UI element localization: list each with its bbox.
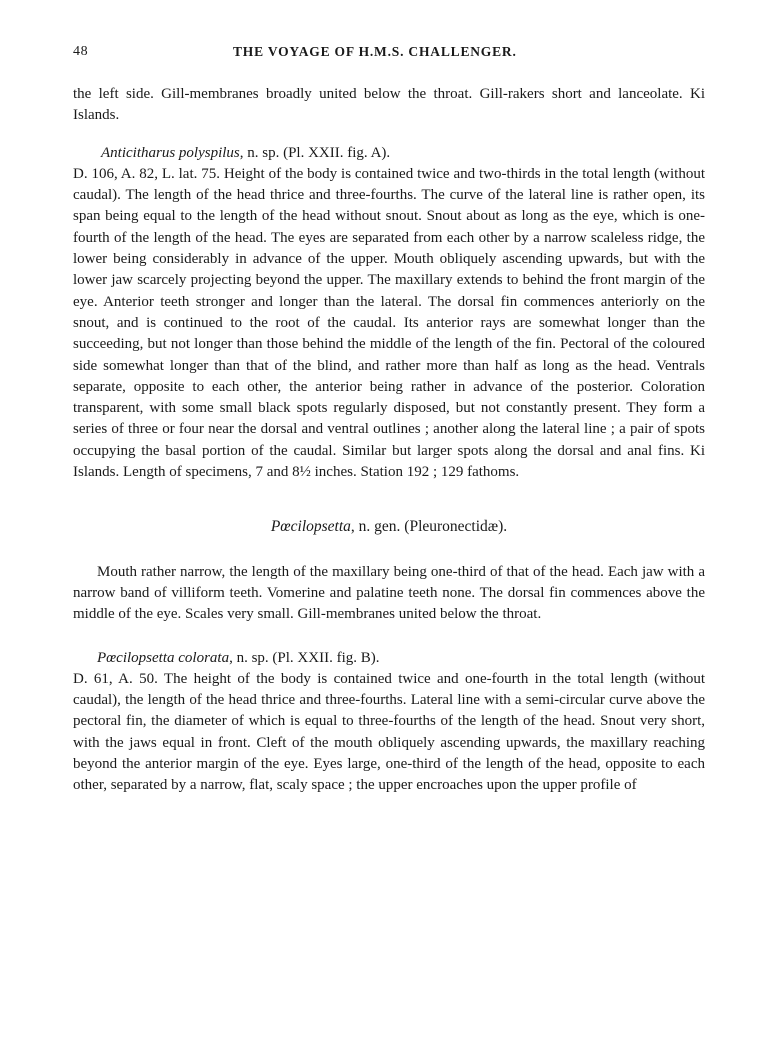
species-name-anticitharus: Anticitharus polyspilus bbox=[101, 144, 240, 161]
running-head: THE VOYAGE OF H.M.S. CHALLENGER. bbox=[233, 44, 517, 59]
species-description-colorata: D. 61, A. 50. The height of the body is contained twice and one-fourth in the total length (without caudal), the length of the head thrice and three-fourths. Lateral line with a semi-circular curve above the pectoral fin, the diameter of which is equal to three-fourths of the length of the head. Snout very short, with the jaws equal in front. Cleft of the mouth obliquely ascending upwards, the maxillary reaching beyond the anterior margin of the eye. Eyes large, one-third of the length of the head, opposite to each other, separated by a narrow, flat, scaly space ; the upper encroaches upon the upper profile of bbox=[73, 670, 705, 794]
species-description-anticitharus: D. 106, A. 82, L. lat. 75. Height of the body is contained twice and two-thirds in the total length (without caudal). The length of the head thrice and three-fourths. The curve of the lateral line is rather open, its span being equal to the length of the head without snout. Snout about as long as the eye, which is one-fourth of the length of the head. The eyes are separated from each other by a narrow scaleless ridge, the lower being considerably in advance of the upper. Mouth obliquely ascending upwards, but with the lower jaw scarcely projecting beyond the upper. The maxillary extends to behind the front margin of the eye. Anterior teeth stronger and longer than the lateral. The dorsal fin commences anteriorly on the snout, and is continued to the root of the caudal. Its anterior rays are somewhat longer than the succeeding, but not longer than those behind the middle of the length of the fin. Pectoral of the coloured side somewhat longer than that of the blind, and rather more than half as long as the head. Ventrals separate, opposite to each other, the anterior being rather in advance of the posterior. Coloration transparent, with some small black spots regularly disposed, but not constantly present. They form a series of three or four near the dorsal and ventral outlines ; another along the lateral line ; a pair of spots occupying the basal portion of the caudal. Similar but larger spots along the dorsal and anal fins. Ki Islands. Length of specimens, 7 and 8½ inches. Station 192 ; 129 fathoms. bbox=[73, 165, 705, 481]
genus-suffix: , n. gen. (Pleuronectidæ). bbox=[350, 518, 508, 536]
species-suffix-anticitharus: , n. sp. (Pl. XXII. fig. A). bbox=[239, 144, 391, 161]
species-heading-colorata bbox=[73, 648, 705, 669]
genus-description: Mouth rather narrow, the length of the maxillary being one-third of that of the head. Each jaw with a narrow band of villiform teeth. Vomerine and palatine teeth none. The dorsal fin commences above the middle of the eye. Scales very small. Gill-membranes united below the throat. bbox=[73, 563, 705, 623]
species-name-colorata: Pœcilopsetta colorata bbox=[97, 649, 230, 666]
page-number: 48 bbox=[73, 44, 89, 59]
species-heading-anticitharus bbox=[73, 143, 705, 164]
document-page bbox=[73, 44, 705, 797]
genus-name: Pœcilopsetta bbox=[270, 518, 351, 536]
page-header bbox=[73, 44, 705, 68]
species-suffix-colorata: , n. sp. (Pl. XXII. fig. B). bbox=[229, 649, 380, 666]
genus-heading-poecilopsetta bbox=[73, 516, 705, 537]
continuation-paragraph: the left side. Gill-membranes broadly united below the throat. Gill-rakers short and lanceolate. Ki Islands. bbox=[73, 86, 705, 124]
